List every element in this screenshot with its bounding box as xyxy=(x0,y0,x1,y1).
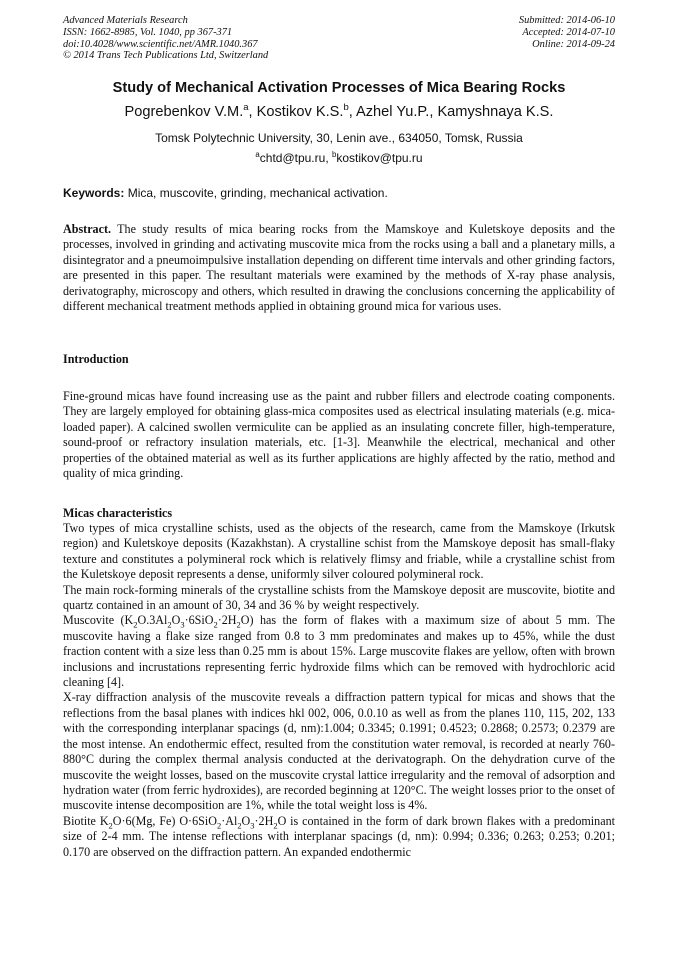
abstract-label: Abstract. xyxy=(63,222,112,236)
abstract xyxy=(63,222,615,314)
introduction-text: Fine-ground micas have found increasing use as the paint and rubber fillers and electrode coating components. They are largely employed for obtaining glass-mica composites used as electrical insulating materials (e.g. mica-loaded paper). A calcined swollen vermiculite can be applied as an insulating concrete filler, high-temperature, sound-proof or refractory insulation materials, etc. [1-3]. Meanwhile the electrical, mechanical and other properties of the obtained material as well as its further applications are highly affected by the ratio, method and quality of mica grinding. xyxy=(63,389,615,481)
keywords-label: Keywords: xyxy=(63,186,125,200)
abstract-text: The study results of mica bearing rocks from the Mamskoye and Kuletskoye deposits and the processes, involved in grinding and activating muscovite mica from the rocks using a ball and a planetary mills, a disintegrator and a pneumoimpulsive installation depending on different time intervals and other grinding factors, are presented in this paper. The resultant materials were examined by the methods of X-ray phase analysis, derivatography, microscopy and others, which resulted in drawing the conclusions concerning the applicability of different mechanical treatment methods applied in obtaining ground mica for various uses. xyxy=(63,222,615,314)
micas-paragraph-1: Two types of mica crystalline schists, used as the objects of the research, came from the Mamskoye (Irkutsk region) and Kuletskoye deposits (Kazakhstan). A crystalline schist from the Mamskoye deposit has small-flaky texture and constitutes a polymineral rock which is relatively flimsy and friable, while a crystalline schist from the Kuletskoye deposit represents a dense, uniformly silver coloured polymineral rock. xyxy=(63,521,615,582)
journal-copyright: © 2014 Trans Tech Publications Ltd, Switzerland xyxy=(63,50,269,62)
muscovite-description: ) has the form of flakes with a maximum size of about 5 mm. The muscovite having a flake size ranged from 0.8 to 3 mm predominates and makes up to 45%, while the dust fraction content with a size less than 0.25 mm is about 15%. Large muscovite flakes are yellow, often with brown inclusions and incrustations representing ferric hydroxide films which can be removed with hydrochloric acid cleaning [4]. xyxy=(63,613,615,690)
date-submitted: Submitted: 2014-06-10 xyxy=(518,15,615,26)
author-2: Kostikov K.S. xyxy=(256,104,344,120)
paper-title: Study of Mechanical Activation Processes of Mica Bearing Rocks xyxy=(112,80,566,96)
keywords-text: Mica, muscovite, grinding, mechanical activation. xyxy=(127,186,388,200)
biotite-description: is contained in the form of dark brown flakes with a predominant size of 2-4 mm. The intense reflections with interplanar spacings (d, nm): 0.994; 0.336; 0.263; 0.253; 0.201; 0.170 are observed on the diffraction pattern. An expanded endothermic xyxy=(63,813,615,859)
journal-name: Advanced Materials Research xyxy=(63,15,188,26)
micas-paragraph-5 xyxy=(63,814,615,860)
author-1: Pogrebenkov V.M. xyxy=(124,104,244,120)
author-1-marker: a xyxy=(243,102,249,114)
other-authors: Azhel Yu.P., Kamyshnaya K.S. xyxy=(356,104,554,120)
section-heading-introduction: Introduction xyxy=(63,352,129,366)
author-list: Pogrebenkov V.M.$^a$, Kostikov K.S.$^b$, Azhel Yu.P., Kamyshnaya K.S. xyxy=(124,102,554,120)
journal-header xyxy=(63,15,268,62)
keywords xyxy=(63,186,615,200)
muscovite-formula: $K_2O.3Al_2O_3\cdot 6SiO_2\cdot 2H_2O$ xyxy=(124,613,250,630)
journal-issn: ISSN: 1662-8985, Vol. 1040, pp 367-371 xyxy=(63,26,233,38)
affiliation: Tomsk Polytechnic University, 30, Lenin ave., 634050, Tomsk, Russia xyxy=(155,131,523,145)
email-2: kostikov@tpu.ru xyxy=(336,151,423,165)
email-list: $^a$chtd@tpu.ru, $^b$kostikov@tpu.ru xyxy=(255,150,423,165)
micas-paragraph-3 xyxy=(63,613,615,690)
muscovite-intro: Muscovite ( xyxy=(63,613,125,628)
micas-paragraph-2: The main rock-forming minerals of the crystalline schists from the Mamskoye deposit are muscovite, biotite and quartz contained in an amount of 30, 34 and 36 % by weight respectively. xyxy=(63,582,615,613)
date-accepted: Accepted: 2014-07-10 xyxy=(522,26,615,38)
micas-section xyxy=(63,521,615,860)
email-2-marker: b xyxy=(332,150,337,159)
journal-doi: doi:10.4028/www.scientific.net/AMR.1040.367 xyxy=(63,38,258,50)
email-1-marker: a xyxy=(255,150,260,159)
biotite-formula: $K_2O\cdot 6(Mg$, Fe) $O\cdot 6SiO_2\cdot Al_2O_3\cdot 2H_2O$ xyxy=(99,813,287,831)
email-1: chtd@tpu.ru xyxy=(259,151,326,165)
biotite-intro: Biotite xyxy=(63,813,100,828)
micas-paragraph-4: X-ray diffraction analysis of the muscovite reveals a diffraction pattern typical for micas and shows that the reflections from the basal planes with indices hkl 002, 006, 0.0.10 as well as from the planes 110, 115, 202, 133 with the corresponding interplanar spacings (d, nm):1.004; 0.3345; 0.1991; 0.4523; 0.2868; 0.2573; 0.2379 are the most intense. An endothermic effect, resulted from the constitution water removal, is recorded at nearly 760-880°C during the complex thermal analysis conducted at the derivatograph. On the dehydration curve of the muscovite the weight losses, based on the muscovite crystal lattice irregularity and the removal of adsorption and hydration water (from ferric hydroxides), are recorded beginning at 120°C. The weight losses prior to the onset of muscovite intense decomposition are 1%, while the total weight loss is 4%. xyxy=(63,690,615,813)
date-online: Online: 2014-09-24 xyxy=(532,38,615,50)
author-2-marker: b xyxy=(343,102,349,114)
dates-header xyxy=(519,15,615,50)
section-heading-micas: Micas characteristics xyxy=(63,506,173,520)
